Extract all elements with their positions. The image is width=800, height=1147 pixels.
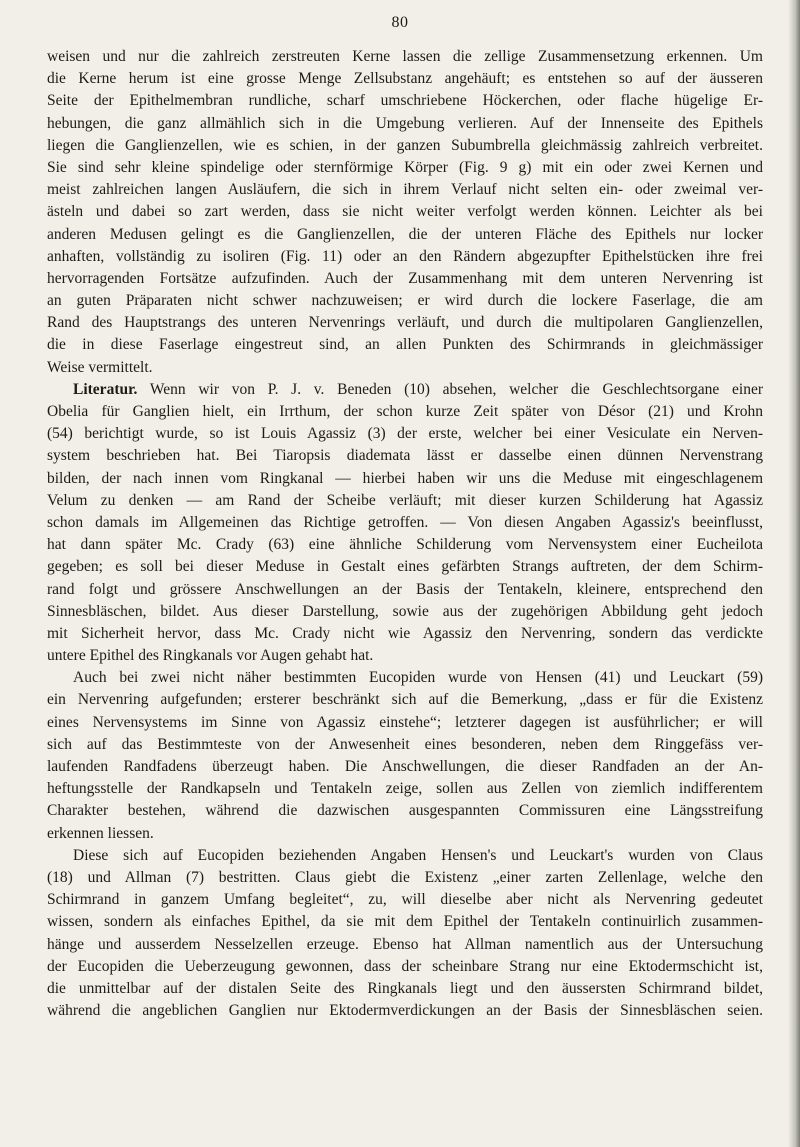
line-text: meist zahlreichen langen Ausläufern, die sich in ihrem Verlauf nicht selten ein- oder zweimal ver- [47, 181, 763, 199]
text-line [47, 601, 763, 623]
text-line [47, 889, 763, 911]
text-line [47, 756, 763, 778]
line-text: gegeben; es soll bei dieser Meduse in Gestalt eines gefärbten Strangs auftreten, der dem Schirm- [47, 558, 763, 576]
text-line [47, 224, 763, 246]
body-text [47, 46, 763, 1022]
line-text: rand folgt und grössere Anschwellungen an der Basis der Tentakeln, kleinere, entsprechend den [47, 580, 763, 598]
line-text: die Kerne herum ist eine grosse Menge Zellsubstanz angehäuft; es entstehen so auf der äusseren [47, 70, 763, 88]
text-line [47, 357, 763, 379]
line-text: während die angeblichen Ganglien nur Ektodermverdickungen an der Basis der Sinnesbläschen seien. [47, 1002, 763, 1020]
line-text: system beschrieben hat. Bei Tiaropsis diademata lässt er dasselbe einen dünnen Nervenstrang [47, 447, 763, 465]
text-line [47, 46, 763, 68]
line-text: Sie sind sehr kleine spindelige oder sternförmige Körper (Fig. 9 g) mit ein oder zwei Kernen und [47, 158, 763, 176]
line-text: bilden, der nach innen vom Ringkanal — hierbei haben wir uns die Meduse mit eingeschlagenem [47, 469, 763, 487]
text-line [47, 1000, 763, 1022]
text-line [47, 379, 763, 401]
text-line [47, 423, 763, 445]
section-heading: Literatur. [73, 380, 138, 398]
text-line [47, 689, 763, 711]
text-line [47, 90, 763, 112]
text-line [47, 268, 763, 290]
line-text: hervorragenden Fortsätze aufzufinden. Auch der Zusammenhang mit dem unteren Nervenring ist [47, 269, 763, 287]
line-text: anhaften, vollständig zu isoliren (Fig. 11) oder an den Rändern abgezupfter Epithelstücken ihre frei [47, 247, 763, 265]
text-line [47, 579, 763, 601]
line-text: untere Epithel des Ringkanals vor Augen gehabt hat. [47, 647, 374, 665]
text-line [47, 845, 763, 867]
line-text: weisen und nur die zahlreich zerstreuten Kerne lassen die zellige Zusammensetzung erkennen. Um [47, 48, 763, 65]
line-text: anderen Medusen gelingt es die Ganglienzellen, die der unteren Fläche des Epithels nur locker [47, 225, 763, 243]
text-line [47, 512, 763, 534]
text-line [47, 135, 763, 157]
text-line [47, 667, 763, 689]
line-text: die in diese Faserlage eingestreut sind, an allen Punkten des Schirmrands in gleichmässiger [47, 336, 763, 354]
line-text: Diese sich auf Eucopiden beziehenden Angaben Hensen's und Leuckart's wurden von Claus [73, 846, 763, 864]
text-line [47, 645, 763, 667]
text-line [47, 978, 763, 1000]
line-text: Sinnesbläschen, bildet. Aus dieser Darstellung, sowie aus der zugehörigen Abbildung geht jedoch [47, 602, 763, 620]
text-line [47, 778, 763, 800]
text-line [47, 179, 763, 201]
line-text: hat dann später Mc. Crady (63) eine ähnliche Schilderung vom Nervensystem einer Eucheilota [47, 536, 763, 554]
line-text: Rand des Hauptstrangs des unteren Nervenrings verläuft, und durch die multipolaren Ganglienzellen, [47, 314, 763, 332]
text-line [47, 712, 763, 734]
line-text: hänge und ausserdem Nesselzellen erzeuge. Ebenso hat Allman namentlich aus der Untersuchung [47, 935, 763, 953]
line-text: sich auf das Bestimmteste von der Anwesenheit eines besonderen, neben dem Ringgefäss ver- [47, 735, 763, 753]
line-text: Schirmrand in ganzem Umfang begleitet“, zu, will dieselbe aber nicht als Nervenring gedeutet [47, 891, 763, 909]
line-text: (18) und Allman (7) bestritten. Claus giebt die Existenz „einer zarten Zellenlage, welche den [47, 868, 763, 886]
line-text: Obelia für Ganglien hielt, ein Irrthum, der schon kurze Zeit später von Désor (21) und Krohn [47, 403, 763, 420]
line-text: laufenden Randfadens überzeugt haben. Die Anschwellungen, die dieser Randfaden an der An- [47, 758, 763, 775]
line-text: der Eucopiden die Ueberzeugung gewonnen, dass der scheinbare Strang nur eine Ektodermschicht ist, [47, 957, 763, 975]
line-text: Velum zu denken — am Rand der Scheibe verläuft; mit dieser kurzen Schilderung hat Agassiz [47, 491, 763, 509]
text-line [47, 312, 763, 334]
text-line [47, 68, 763, 90]
text-line [47, 113, 763, 135]
line-text: an guten Präparaten nicht schwer nachzuweisen; er wird durch die lockere Faserlage, die am [47, 292, 763, 310]
text-line [47, 334, 763, 356]
text-line [47, 201, 763, 223]
text-line [47, 401, 763, 423]
text-line [47, 157, 763, 179]
line-text: die unmittelbar auf der distalen Seite des Ringkanals liegt und den äussersten Schirmrand bildet, [47, 979, 763, 997]
text-line [47, 623, 763, 645]
text-line [47, 867, 763, 889]
line-text: schon damals im Allgemeinen das Richtige getroffen. — Von diesen Angaben Agassiz's beeinflusst, [47, 513, 763, 531]
line-text: wissen, sondern als einfaches Epithel, da sie mit dem Epithel der Tentakeln continuirlich zusammen- [47, 913, 763, 931]
text-line [47, 534, 763, 556]
line-text: Charakter bestehen, während die dazwischen ausgespannten Commissuren eine Längsstreifung [47, 802, 763, 820]
text-line [47, 445, 763, 467]
line-text: ästeln und dabei so zart werden, dass sie nicht weiter verfolgt werden können. Leichter als bei [47, 203, 763, 221]
text-line [47, 956, 763, 978]
text-line [47, 468, 763, 490]
text-line [47, 823, 763, 845]
line-text: mit Sicherheit hervor, dass Mc. Crady nicht wie Agassiz den Nervenring, sondern das verdickte [47, 624, 763, 642]
line-text: liegen die Ganglienzellen, wie es schien, in der ganzen Subumbrella gleichmässig zahlreich verbreitet. [47, 136, 763, 154]
page-edge-shadow [788, 0, 800, 1147]
text-line [47, 934, 763, 956]
line-text: Auch bei zwei nicht näher bestimmten Eucopiden wurde von Hensen (41) und Leuckart (59) [73, 669, 763, 687]
text-line [47, 556, 763, 578]
text-line [47, 734, 763, 756]
line-text: eines Nervensystems im Sinne von Agassiz einstehe“; letzterer dagegen ist ausführlicher; er will [47, 713, 763, 731]
text-line [47, 490, 763, 512]
line-text: ein Nervenring aufgefunden; ersterer beschränkt sich auf die Bemerkung, „dass er für die Existenz [47, 691, 763, 709]
line-text: Seite der Epithelmembran rundliche, scharf umschriebene Höckerchen, oder flache hügelige Er- [47, 92, 763, 110]
line-text: (54) berichtigt wurde, so ist Louis Agassiz (3) der erste, welcher bei einer Vesiculate ein Nerven- [47, 425, 763, 443]
text-line [47, 911, 763, 933]
text-line [47, 290, 763, 312]
line-text: hebungen, die ganz allmählich sich in die Umgebung verlieren. Auf der Innenseite des Epithels [47, 114, 763, 132]
line-text: erkennen liessen. [47, 824, 154, 842]
page-number: 80 [391, 14, 409, 31]
text-line [47, 246, 763, 268]
line-text: Weise vermittelt. [47, 358, 153, 376]
text-line [47, 800, 763, 822]
line-text: Wenn wir von P. J. v. Beneden (10) absehen, welcher die Geschlechtsorgane einer [137, 380, 763, 398]
line-text: heftungsstelle der Randkapseln und Tentakeln zeige, sollen aus Zellen von ziemlich indifferentem [47, 780, 763, 798]
